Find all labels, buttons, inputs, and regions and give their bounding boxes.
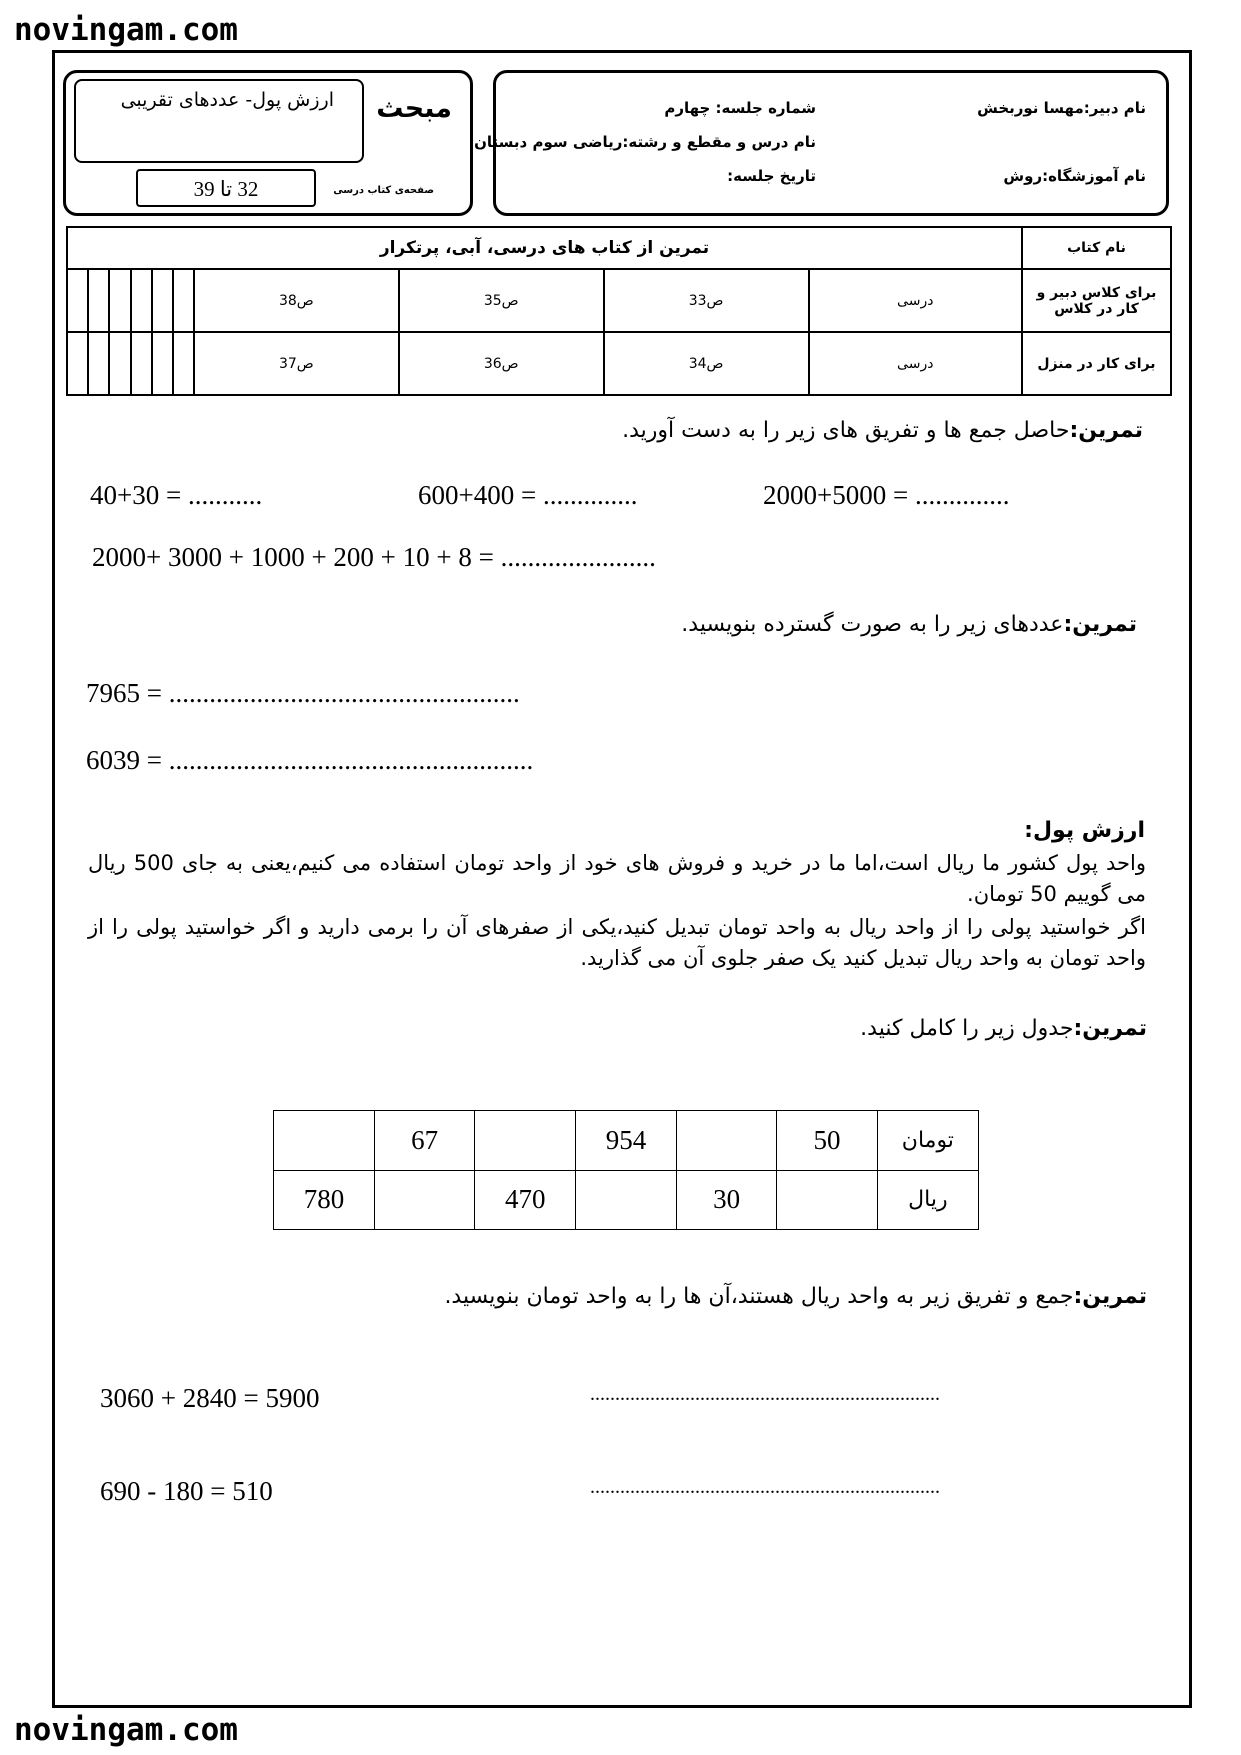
schedule-cell: [88, 332, 109, 395]
conversion-table: [273, 1110, 979, 1230]
exercise-label: تمرین:: [1073, 1284, 1147, 1309]
schedule-cell: [173, 269, 194, 332]
schedule-cell: ص36: [399, 332, 604, 395]
schedule-cell: [67, 332, 88, 395]
conversion-cell: 780: [274, 1170, 375, 1230]
ex1-item: 2000+5000 = ..............: [763, 480, 1010, 510]
exercise-text: حاصل جمع ها و تفریق های زیر را به دست آورید.: [622, 418, 1070, 443]
conversion-cell: 954: [576, 1111, 677, 1171]
exercise-text: جمع و تفریق زیر به واحد ریال هستند،آن ها را به واحد تومان بنویسید.: [444, 1284, 1074, 1309]
conversion-cell: 30: [676, 1170, 776, 1230]
schedule-cell: درسی: [809, 332, 1023, 395]
ex4-answer-line: ......................................................................: [590, 1476, 940, 1498]
conversion-cell: [475, 1111, 576, 1171]
exercise-1-prompt: [143, 418, 1143, 443]
schedule-cell: ص33: [604, 269, 809, 332]
session-info-box: [474, 70, 1169, 216]
exercise-text: عددهای زیر را به صورت گسترده بنویسید.: [681, 612, 1064, 637]
money-title: ارزش پول:: [1024, 818, 1145, 843]
ex1-item: 2000+ 3000 + 1000 + 200 + 10 + 8 = .......................: [92, 542, 656, 572]
toman-label: تومان: [877, 1111, 978, 1171]
schedule-cell: [152, 269, 173, 332]
money-paragraph-1: واحد پول کشور ما ریال است،اما ما در خرید و فروش های خود از واحد تومان استفاده می کنیم،یعنی به جای 500 ریال می گوییم 50 تومان.: [88, 851, 1146, 906]
pages-value: 32 تا 39: [193, 177, 259, 201]
topic-box: [63, 70, 473, 216]
watermark-bottom: novingam.com: [14, 1712, 238, 1748]
course-name: نام درس و مقطع و رشته:ریاضی سوم دبستان: [474, 133, 816, 151]
exercise-text: جدول زیر را کامل کنید.: [860, 1016, 1074, 1041]
schedule-cell: درسی: [809, 269, 1023, 332]
watermark-top: novingam.com: [14, 12, 238, 48]
ex4-answer-line: ......................................................................: [590, 1383, 940, 1405]
schedule-cell: [131, 332, 152, 395]
schedule-cell: ص38: [194, 269, 399, 332]
schedule-cell: ص37: [194, 332, 399, 395]
ex1-item: 600+400 = ..............: [418, 480, 638, 510]
conversion-cell: [576, 1170, 677, 1230]
conversion-cell: [374, 1170, 474, 1230]
schedule-cell: [88, 269, 109, 332]
schedule-cell: ص34: [604, 332, 809, 395]
session-date: تاریخ جلسه:: [727, 167, 816, 185]
topic-title-box: [74, 79, 364, 163]
exercise-3-prompt: [147, 1016, 1147, 1041]
exercise-2-prompt: [137, 612, 1137, 637]
teacher-name: نام دبیر:مهسا نوربخش: [977, 99, 1146, 117]
rial-label: ریال: [877, 1170, 978, 1230]
exercise-4-prompt: [147, 1284, 1147, 1309]
schedule-cell: [109, 269, 130, 332]
ex4-expression: 3060 + 2840 = 5900: [100, 1383, 320, 1413]
pages-label: صفحه‌ی کتاب درسی: [333, 185, 434, 196]
topic-title: ارزش پول- عددهای تقریبی: [120, 89, 334, 111]
school-name: نام آموزشگاه:روش: [1003, 167, 1146, 185]
money-paragraph-2: اگر خواستید پولی را از واحد ریال به واحد تومان تبدیل کنید،یکی از صفرهای آن را برمی دارید و اگر خواستید پولی را از واحد تومان به واحد ریال تبدیل کنید یک صفر جلوی آن می گذارید.: [88, 915, 1146, 970]
schedule-title: تمرین از کتاب های درسی، آبی، پرتکرار: [67, 227, 1022, 269]
conversion-cell: [777, 1170, 877, 1230]
conversion-cell: 470: [475, 1170, 576, 1230]
ex2-item: 7965 = ....................................................: [86, 678, 520, 708]
schedule-table: [66, 226, 1172, 396]
exercise-label: تمرین:: [1073, 1016, 1147, 1041]
session-number: شماره جلسه: چهارم: [664, 99, 816, 117]
ex1-item: 40+30 = ...........: [90, 480, 263, 510]
exercise-label: تمرین:: [1069, 418, 1143, 443]
row-home-label: برای کار در منزل: [1022, 332, 1171, 395]
schedule-cell: [173, 332, 194, 395]
schedule-cell: ص35: [399, 269, 604, 332]
schedule-cell: [109, 332, 130, 395]
ex2-item: 6039 = ......................................................: [86, 745, 534, 775]
conversion-cell: [676, 1111, 776, 1171]
schedule-cell: [131, 269, 152, 332]
row-class-label: برای کلاس دبیر و کار در کلاس: [1022, 269, 1171, 332]
pages-box: [136, 169, 316, 207]
topic-label: مبحث: [376, 93, 452, 124]
book-label: نام کتاب: [1022, 227, 1171, 269]
exercise-label: تمرین:: [1063, 612, 1137, 637]
conversion-cell: 50: [777, 1111, 877, 1171]
ex4-expression: 690 - 180 = 510: [100, 1476, 273, 1506]
conversion-cell: [274, 1111, 375, 1171]
conversion-cell: 67: [374, 1111, 474, 1171]
schedule-cell: [67, 269, 88, 332]
schedule-cell: [152, 332, 173, 395]
